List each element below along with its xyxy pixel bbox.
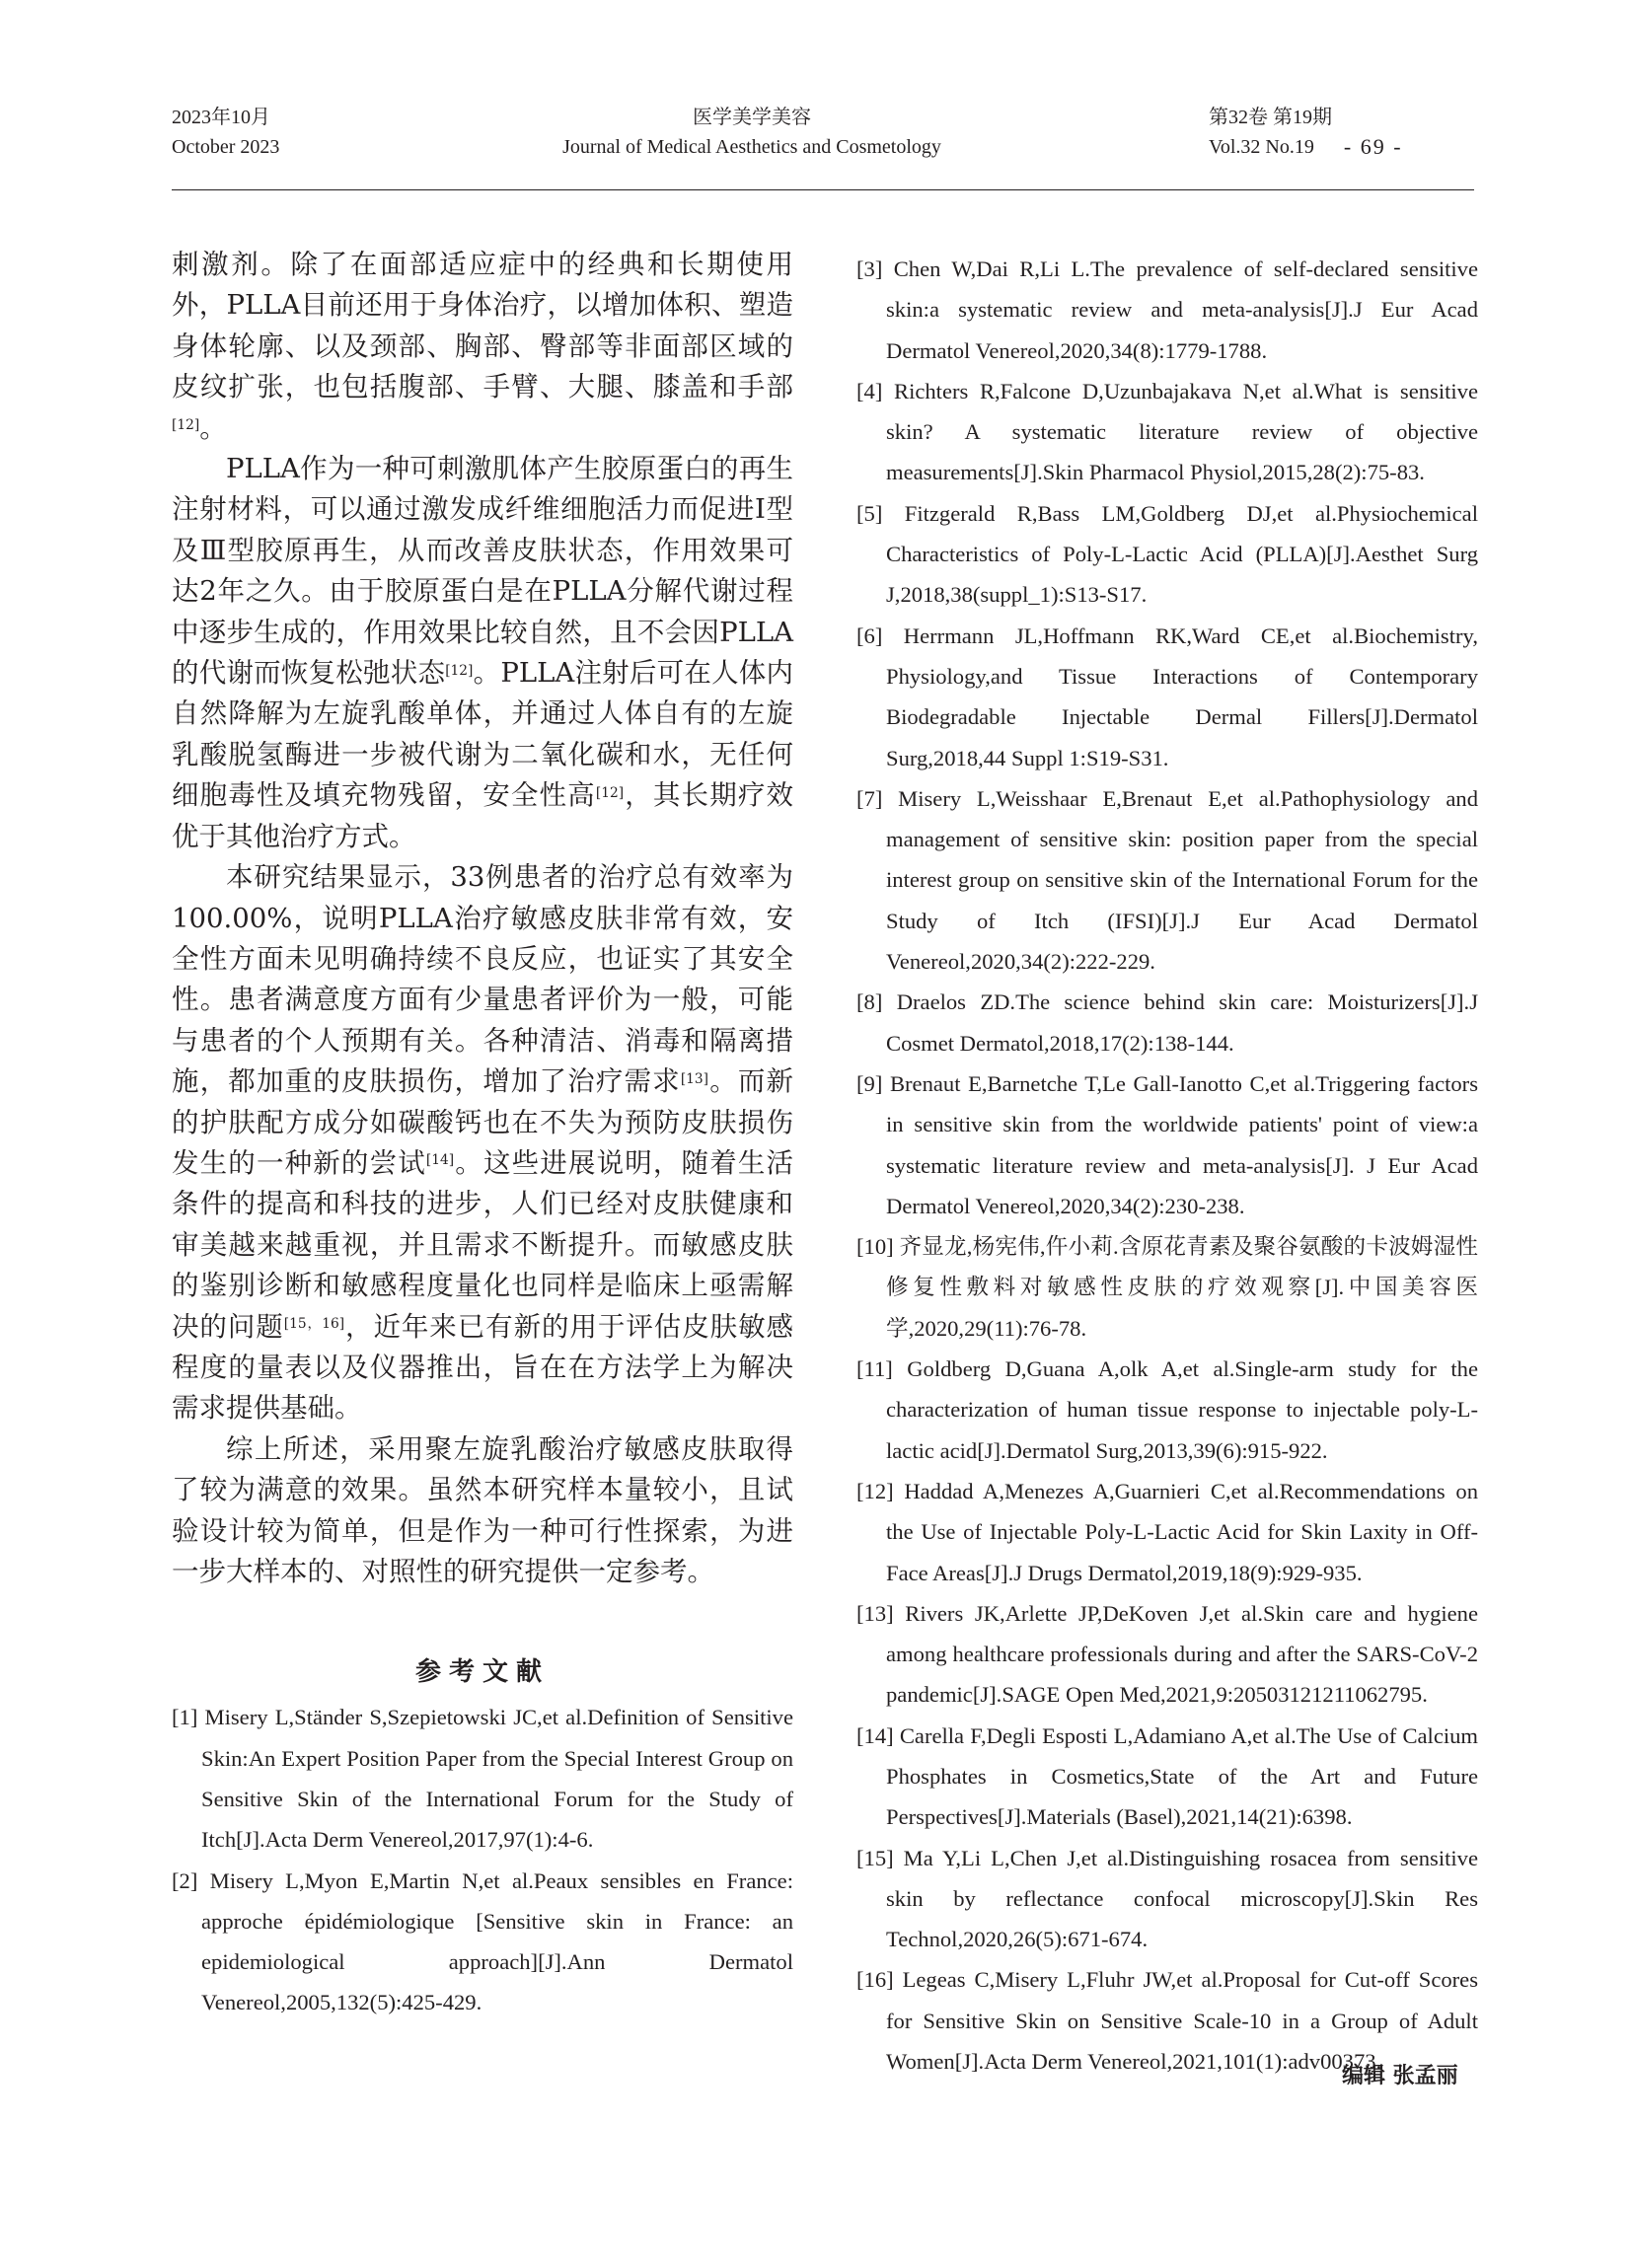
citation: [12] [172,417,200,434]
reference-item: [14] Carella F,Degli Esposti L,Adamiano A,et al.The Use of Calcium Phosphates in Cosmetics,State of the Art and Future Perspectives[J].Materials (Basel),2021,14(21):6398. [856,1722,1478,1830]
reference-item: [1] Misery L,Ständer S,Szepietowski JC,et al.Definition of Sensitive Skin:An Expert Position Paper from the Special Interest Group on Sensitive Skin of the International Forum for the Study of Itch[J].Acta Derm Venereol,2017,97(1):4-6. [172,1705,793,1853]
page-number: - 69 - [1343,134,1403,159]
body-paragraph-3 [172,857,793,1429]
issue-date-cn: 2023年10月 [172,107,270,128]
citation: [13] [680,1070,709,1087]
reference-item: [6] Herrmann JL,Hoffmann RK,Ward CE,et al.Biochemistry, Physiology,and Tissue Interactions of Contemporary Biodegradable Injectable Dermal Fillers[J].Dermatol Surg,2018,44 Suppl 1:S19-S31. [856,622,1478,770]
reference-item: [4] Richters R,Falcone D,Uzunbajakava N,et al.What is sensitive skin? A systematic literature review of objective measurements[J].Skin Pharmacol Physiol,2015,28(2):75-83. [856,378,1478,485]
reference-item: [9] Brenaut E,Barnetche T,Le Gall-Ianotto C,et al.Triggering factors in sensitive skin from the worldwide patients' point of view:a systematic literature review and meta-analysis[J]. J Eur Acad Dermatol Venereol,2020,34(2):230-238. [856,1070,1478,1218]
left-column [172,245,793,2023]
reference-item: [13] Rivers JK,Arlette JP,DeKoven J,et al.Skin care and hygiene among healthcare professionals during and after the SARS-CoV-2 pandemic[J].SAGE Open Med,2021,9:20503121211062795. [856,1600,1478,1708]
paragraph-text: 本研究结果显示，33例患者的治疗总有效率为100.00%，说明PLLA治疗敏感皮肤非常有效，安全性方面未见明确持续不良反应，也证实了其安全性。患者满意度方面有少量患者评价为一般，可能与患者的个人预期有关。各种清洁、消毒和隔离措施，都加重的皮肤损伤，增加了治疗需求 [172,861,793,1098]
paragraph-text: PLLA作为一种可刺激肌体产生胶原蛋白的再生注射材料，可以通过激发成纤维细胞活力而促进Ⅰ型及Ⅲ型胶原再生，从而改善皮肤状态，作用效果可达2年之久。由于胶原蛋白是在PLLA分解代谢过程中逐步生成的，作用效果比较自然，且不会因PLLA的代谢而恢复松弛状态 [172,453,793,690]
body-paragraph-4: 综上所述，采用聚左旋乳酸治疗敏感皮肤取得了较为满意的效果。虽然本研究样本量较小，且试验设计较为简单，但是作为一种可行性探索，为进一步大样本的、对照性的研究提供一定参考。 [172,1432,793,1587]
citation: [12] [445,662,474,679]
citation: [14] [425,1152,455,1169]
editor-credit: 编辑 张孟丽 [1342,2064,1458,2088]
reference-item: [10] 齐显龙,杨宪伟,仵小莉.含原花青素及聚谷氨酸的卡波姆湿性修复性敷料对敏感性皮肤的疗效观察[J].中国美容医学,2020,29(11):76-78. [856,1234,1478,1341]
reference-item: [16] Legeas C,Misery L,Fluhr JW,et al.Proposal for Cut-off Scores for Sensitive Skin on Sensitive Scale-10 in a Group of Adult Women[J].Acta Derm Venereol,2021,101(1):adv00373. [856,1967,1478,2075]
paragraph-text: 。这些进展说明，随着生活条件的提高和科技的进步，人们已经对皮肤健康和审美越来越重视，并且需求不断提升。而敏感皮肤的鉴别诊断和敏感程度量化也同样是临床上亟需解决的问题 [172,1146,794,1343]
header-center [533,103,971,162]
paragraph-text: 。而新的护肤配方成分如碳酸钙也在不失为预防皮肤损伤发生的一种新的尝试 [172,1065,794,1179]
reference-item: [7] Misery L,Weisshaar E,Brenaut E,et al.Pathophysiology and management of sensitive skin: position paper from the special interest group on sensitive skin of the International Forum for the Study of Itch (IFSI)[J].J Eur Acad Dermatol Venereol,2020,34(2):222-229. [856,785,1478,975]
paragraph-text: 刺激剂。除了在面部适应症中的经典和长期使用外，PLLA目前还用于身体治疗，以增加体积、塑造身体轮廓、以及颈部、胸部、臀部等非面部区域的皮纹扩张，也包括腹部、手臂、大腿、膝盖和手部 [172,249,793,403]
header-right [1209,103,1403,162]
citation: [15，16] [283,1316,345,1332]
reference-item: [8] Draelos ZD.The science behind skin care: Moisturizers[J].J Cosmet Dermatol,2018,17(2):138-144. [856,989,1478,1056]
journal-title-en: Journal of Medical Aesthetics and Cosmetology [562,136,941,158]
body-paragraph-1 [172,245,793,449]
reference-item: [5] Fitzgerald R,Bass LM,Goldberg DJ,et al.Physiochemical Characteristics of Poly-L-Lactic Acid (PLLA)[J].Aesthet Surg J,2018,38(suppl_1):S13-S17. [856,500,1478,608]
reference-item: [3] Chen W,Dai R,Li L.The prevalence of self-declared sensitive skin:a systematic review and meta-analysis[J].J Eur Acad Dermatol Venereol,2020,34(8):1779-1788. [856,256,1478,363]
paragraph-text: 。PLLA注射后可在人体内自然降解为左旋乳酸单体，并通过人体自有的左旋乳酸脱氢酶进一步被代谢为二氧化碳和水，无任何细胞毒性及填充物残留，安全性高 [172,657,793,812]
header-rule [172,189,1474,190]
reference-item: [15] Ma Y,Li L,Chen J,et al.Distinguishing rosacea from sensitive skin by reflectance confocal microscopy[J].Skin Res Technol,2020,26(5):671-674. [856,1845,1478,1952]
paragraph-text: ，近年来已有新的用于评估皮肤敏感程度的量表以及仪器推出，旨在在方法学上为解决需求提供基础。 [172,1310,793,1425]
journal-title-cn: 医学美学美容 [693,107,811,128]
volume-en: Vol.32 No.19 [1209,136,1314,158]
references-heading: 参考文献 [414,1657,550,1688]
reference-item: [11] Goldberg D,Guana A,olk A,et al.Single-arm study for the characterization of human tissue response to injectable poly-L-lactic acid[J].Dermatol Surg,2013,39(6):915-922. [856,1356,1478,1463]
reference-item: [2] Misery L,Myon E,Martin N,et al.Peaux sensibles en France: approche épidémiologique [Sensitive skin in France: an epidemiological approach][J].Ann Dermatol Venereol,2005,132(5):425-429. [172,1867,793,2015]
paragraph-text: 。 [199,411,227,444]
volume-cn: 第32卷 第19期 [1209,107,1332,128]
header-left [172,103,279,162]
reference-item: [12] Haddad A,Menezes A,Guarnieri C,et al.Recommendations on the Use of Injectable Poly-L-Lactic Acid for Skin Laxity in Off-Face Areas[J].J Drugs Dermatol,2019,18(9):929-935. [856,1478,1478,1585]
body-paragraph-2 [172,449,793,857]
citation: [12] [595,784,625,801]
right-column [856,249,1478,2082]
issue-date-en: October 2023 [172,136,280,158]
paragraph-text: ，其长期疗效优于其他治疗方式。 [172,779,794,852]
